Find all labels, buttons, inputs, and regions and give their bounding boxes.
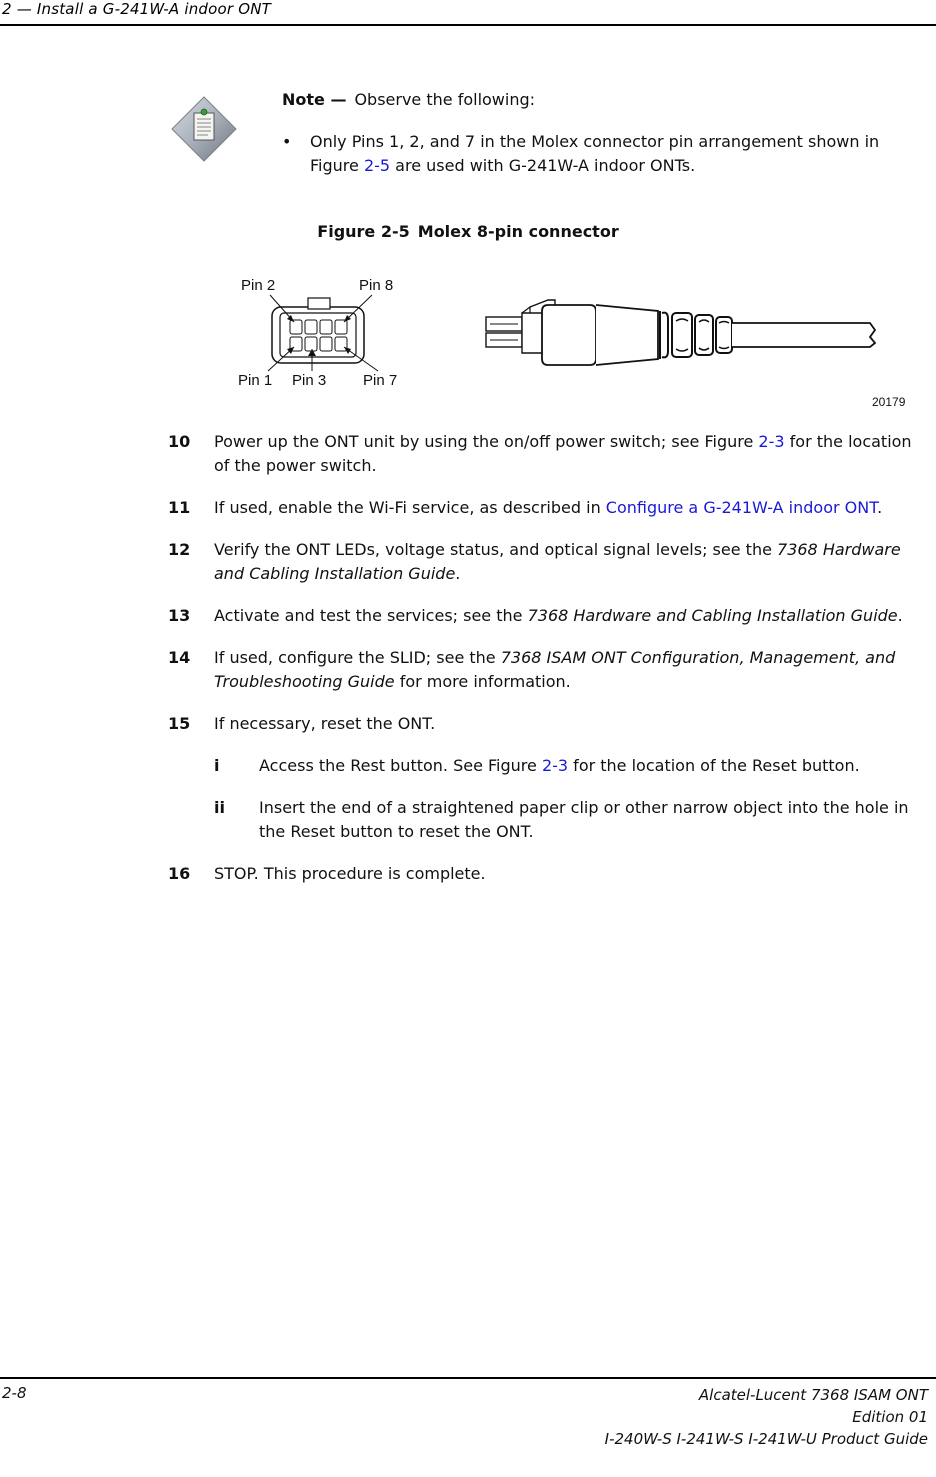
note-title: Note — xyxy=(282,90,347,109)
bullet-icon: • xyxy=(282,132,292,151)
procedure-steps xyxy=(168,430,928,904)
step-13: 13 Activate and test the services; see the 7368 Hardware and Cabling Installation Guide. xyxy=(168,604,928,628)
step-number: 16 xyxy=(168,864,191,883)
guide-name: I-240W-S I-241W-S I-241W-U Product Guide xyxy=(604,1430,928,1448)
pin8-label: Pin 8 xyxy=(359,277,394,294)
pin2-label: Pin 2 xyxy=(241,277,276,294)
substep-i: i Access the Rest button. See Figure 2-3 for the location of the Reset button. xyxy=(214,754,928,778)
guide-title: 7368 Hardware and Cabling Installation Guide xyxy=(527,606,898,625)
note-block xyxy=(282,88,922,178)
pin7-label: Pin 7 xyxy=(363,372,398,389)
figure-number: Figure 2-5 xyxy=(317,222,410,241)
step-15: 15 If necessary, reset the ONT. xyxy=(168,712,928,736)
note-intro: Observe the following: xyxy=(354,90,536,109)
step-number: 14 xyxy=(168,648,191,667)
figure-title: Molex 8-pin connector xyxy=(417,222,619,241)
pin1-label: Pin 1 xyxy=(238,372,273,389)
step-16: 16 STOP. This procedure is complete. xyxy=(168,862,928,886)
substep-number: i xyxy=(214,756,220,775)
step-number: 11 xyxy=(168,498,191,517)
header-title: 2 — Install a G-241W-A indoor ONT xyxy=(2,0,272,18)
step-number: 12 xyxy=(168,540,191,559)
step-number: 10 xyxy=(168,432,191,451)
edition: Edition 01 xyxy=(852,1408,928,1426)
step-10: 10 Power up the ONT unit by using the on/off power switch; see Figure 2-3 for the location of the power switch. xyxy=(168,432,912,475)
step-14: 14 If used, configure the SLID; see the 7368 ISAM ONT Configuration, Management, and Troubleshooting Guide for more information. xyxy=(168,648,896,691)
figure-link[interactable]: 2-5 xyxy=(363,156,391,175)
substep-ii: ii Insert the end of a straightened paper clip or other narrow object into the hole in the Reset button to reset the ONT. xyxy=(214,798,909,841)
step-number: 15 xyxy=(168,714,191,733)
step-11: 11 If used, enable the Wi-Fi service, as described in Configure a G-241W-A indoor ONT. xyxy=(168,496,928,520)
running-header xyxy=(0,0,936,26)
step-12: 12 Verify the ONT LEDs, voltage status, and optical signal levels; see the 7368 Hardware and Cabling Installation Guide. xyxy=(168,540,901,583)
figure-id: 20179 xyxy=(872,395,906,409)
note-icon xyxy=(170,95,238,163)
molex-connector-figure xyxy=(230,265,930,415)
note-bullet: • Only Pins 1, 2, and 7 in the Molex connector pin arrangement shown in Figure 2-5 are used with G-241W-A indoor ONTs. xyxy=(282,132,880,175)
pin3-label: Pin 3 xyxy=(292,372,327,389)
connector-drawing xyxy=(230,265,930,415)
step-number: 13 xyxy=(168,606,191,625)
product-name: Alcatel-Lucent 7368 ISAM ONT xyxy=(698,1386,928,1404)
footer-info xyxy=(605,1384,928,1450)
figure-caption xyxy=(0,222,936,241)
figure-link[interactable]: 2-3 xyxy=(758,432,785,451)
page-number: 2-8 xyxy=(2,1384,27,1402)
figure-link[interactable]: 2-3 xyxy=(541,756,569,775)
note-heading xyxy=(282,88,922,112)
guide-title: 7368 Hardware and Cabling Installation Guide xyxy=(214,540,901,583)
header-rule xyxy=(0,24,936,26)
footer-rule xyxy=(0,1377,936,1379)
section-link[interactable]: Configure a G-241W-A indoor ONT xyxy=(605,498,878,517)
substep-number: ii xyxy=(214,798,225,817)
guide-title: 7368 ISAM ONT Configuration, Management, and Troubleshooting Guide xyxy=(214,648,896,691)
